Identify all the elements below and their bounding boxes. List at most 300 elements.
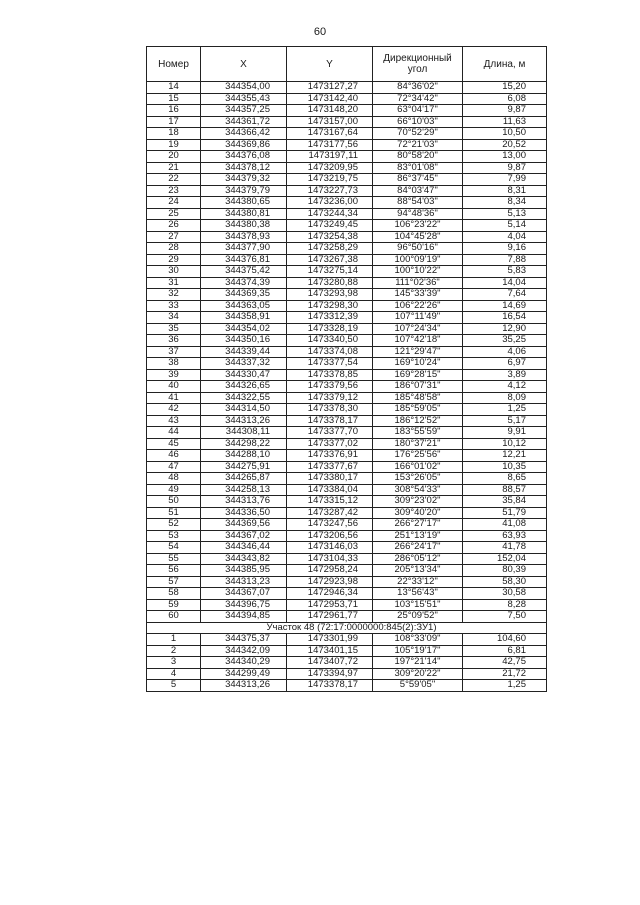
table-row	[147, 634, 547, 646]
cell-number: 54	[147, 542, 201, 554]
cell-x: 344314,50	[201, 404, 287, 416]
cell-bearing: 88°54'03"	[373, 197, 463, 209]
cell-x: 344380,81	[201, 208, 287, 220]
cell-y: 1472953,71	[287, 599, 373, 611]
cell-bearing: 286°05'12"	[373, 553, 463, 565]
table-row	[147, 565, 547, 577]
cell-bearing: 94°48'36"	[373, 208, 463, 220]
table-row	[147, 611, 547, 623]
cell-x: 344367,07	[201, 588, 287, 600]
cell-number: 60	[147, 611, 201, 623]
cell-length: 7,64	[463, 289, 547, 301]
cell-length: 51,79	[463, 507, 547, 519]
cell-length: 8,34	[463, 197, 547, 209]
cell-x: 344357,25	[201, 105, 287, 117]
cell-length: 42,75	[463, 657, 547, 669]
cell-y: 1473293,98	[287, 289, 373, 301]
cell-number: 58	[147, 588, 201, 600]
cell-x: 344376,08	[201, 151, 287, 163]
cell-number: 48	[147, 473, 201, 485]
table-row	[147, 82, 547, 94]
cell-y: 1473376,91	[287, 450, 373, 462]
cell-bearing: 145°33'39"	[373, 289, 463, 301]
cell-bearing: 176°25'56"	[373, 450, 463, 462]
cell-x: 344298,22	[201, 438, 287, 450]
cell-bearing: 197°21'14"	[373, 657, 463, 669]
header-number: Номер	[147, 47, 201, 82]
cell-y: 1473394,97	[287, 668, 373, 680]
cell-bearing: 107°42'18"	[373, 335, 463, 347]
cell-bearing: 169°28'15"	[373, 369, 463, 381]
cell-number: 42	[147, 404, 201, 416]
cell-y: 1473209,95	[287, 162, 373, 174]
cell-y: 1473377,70	[287, 427, 373, 439]
cell-number: 37	[147, 346, 201, 358]
cell-bearing: 107°24'34"	[373, 323, 463, 335]
coordinates-table	[146, 46, 547, 692]
table-row	[147, 450, 547, 462]
cell-length: 10,50	[463, 128, 547, 140]
cell-number: 45	[147, 438, 201, 450]
cell-x: 344394,85	[201, 611, 287, 623]
cell-bearing: 266°27'17"	[373, 519, 463, 531]
cell-length: 1,25	[463, 404, 547, 416]
cell-x: 344379,32	[201, 174, 287, 186]
table-row	[147, 369, 547, 381]
cell-length: 14,04	[463, 277, 547, 289]
cell-bearing: 103°15'51"	[373, 599, 463, 611]
cell-number: 39	[147, 369, 201, 381]
cell-number: 34	[147, 312, 201, 324]
cell-y: 1473157,00	[287, 116, 373, 128]
cell-number: 53	[147, 530, 201, 542]
table-row	[147, 668, 547, 680]
cell-y: 1473312,39	[287, 312, 373, 324]
cell-length: 9,16	[463, 243, 547, 255]
cell-x: 344336,50	[201, 507, 287, 519]
table-body-main	[147, 82, 547, 623]
table-row	[147, 208, 547, 220]
cell-length: 6,08	[463, 93, 547, 105]
cell-y: 1473146,03	[287, 542, 373, 554]
cell-length: 11,63	[463, 116, 547, 128]
cell-length: 10,12	[463, 438, 547, 450]
table-row	[147, 484, 547, 496]
cell-number: 51	[147, 507, 201, 519]
cell-y: 1473249,45	[287, 220, 373, 232]
cell-length: 6,81	[463, 645, 547, 657]
table-row	[147, 312, 547, 324]
table-row	[147, 599, 547, 611]
section-row	[147, 622, 547, 634]
cell-x: 344380,65	[201, 197, 287, 209]
cell-bearing: 80°58'20"	[373, 151, 463, 163]
cell-length: 41,08	[463, 519, 547, 531]
cell-bearing: 169°10'24"	[373, 358, 463, 370]
cell-length: 12,90	[463, 323, 547, 335]
cell-length: 41,78	[463, 542, 547, 554]
table-row	[147, 415, 547, 427]
cell-x: 344343,82	[201, 553, 287, 565]
table-row	[147, 438, 547, 450]
table-row	[147, 473, 547, 485]
cell-number: 35	[147, 323, 201, 335]
header-y: Y	[287, 47, 373, 82]
cell-x: 344322,55	[201, 392, 287, 404]
cell-length: 5,17	[463, 415, 547, 427]
cell-length: 15,20	[463, 82, 547, 94]
cell-y: 1473379,12	[287, 392, 373, 404]
table-row	[147, 197, 547, 209]
cell-bearing: 180°37'21"	[373, 438, 463, 450]
table-body-section	[147, 634, 547, 692]
cell-y: 1473340,50	[287, 335, 373, 347]
cell-x: 344299,49	[201, 668, 287, 680]
cell-length: 14,69	[463, 300, 547, 312]
cell-length: 10,35	[463, 461, 547, 473]
cell-length: 7,50	[463, 611, 547, 623]
section-label: Участок 48 (72:17:0000000:845(2):ЗУ1)	[147, 622, 547, 634]
cell-y: 1473258,29	[287, 243, 373, 255]
table-row	[147, 105, 547, 117]
cell-number: 18	[147, 128, 201, 140]
table-section	[147, 622, 547, 634]
table-row	[147, 358, 547, 370]
cell-length: 13,00	[463, 151, 547, 163]
cell-x: 344354,00	[201, 82, 287, 94]
table-row	[147, 151, 547, 163]
cell-number: 19	[147, 139, 201, 151]
cell-x: 344361,72	[201, 116, 287, 128]
cell-number: 43	[147, 415, 201, 427]
cell-bearing: 185°48'58"	[373, 392, 463, 404]
cell-number: 29	[147, 254, 201, 266]
cell-number: 14	[147, 82, 201, 94]
cell-length: 21,72	[463, 668, 547, 680]
cell-number: 20	[147, 151, 201, 163]
cell-bearing: 63°04'17"	[373, 105, 463, 117]
cell-x: 344313,76	[201, 496, 287, 508]
cell-y: 1473301,99	[287, 634, 373, 646]
cell-y: 1473206,56	[287, 530, 373, 542]
table-row	[147, 645, 547, 657]
cell-y: 1473247,56	[287, 519, 373, 531]
cell-number: 26	[147, 220, 201, 232]
cell-bearing: 25°09'52"	[373, 611, 463, 623]
cell-bearing: 153°26'05"	[373, 473, 463, 485]
cell-number: 24	[147, 197, 201, 209]
cell-y: 1473401,15	[287, 645, 373, 657]
cell-number: 17	[147, 116, 201, 128]
cell-y: 1473380,17	[287, 473, 373, 485]
table-row	[147, 542, 547, 554]
table-row	[147, 243, 547, 255]
cell-number: 25	[147, 208, 201, 220]
cell-x: 344308,11	[201, 427, 287, 439]
cell-number: 23	[147, 185, 201, 197]
cell-x: 344366,42	[201, 128, 287, 140]
table-row	[147, 346, 547, 358]
cell-y: 1473177,56	[287, 139, 373, 151]
cell-bearing: 100°10'22"	[373, 266, 463, 278]
table-row	[147, 254, 547, 266]
cell-length: 80,39	[463, 565, 547, 577]
cell-y: 1473379,56	[287, 381, 373, 393]
table-row	[147, 185, 547, 197]
cell-x: 344385,95	[201, 565, 287, 577]
cell-number: 50	[147, 496, 201, 508]
cell-bearing: 166°01'02"	[373, 461, 463, 473]
cell-x: 344396,75	[201, 599, 287, 611]
cell-y: 1473407,72	[287, 657, 373, 669]
cell-y: 1473167,64	[287, 128, 373, 140]
table-row	[147, 553, 547, 565]
table-row	[147, 93, 547, 105]
cell-number: 44	[147, 427, 201, 439]
table-row	[147, 231, 547, 243]
cell-y: 1473142,40	[287, 93, 373, 105]
cell-bearing: 107°11'49"	[373, 312, 463, 324]
cell-x: 344379,79	[201, 185, 287, 197]
cell-x: 344367,02	[201, 530, 287, 542]
cell-number: 33	[147, 300, 201, 312]
header-bearing: Дирекционный угол	[373, 47, 463, 82]
cell-length: 4,12	[463, 381, 547, 393]
cell-number: 3	[147, 657, 201, 669]
cell-x: 344342,09	[201, 645, 287, 657]
cell-x: 344376,81	[201, 254, 287, 266]
header-length: Длина, м	[463, 47, 547, 82]
cell-length: 4,06	[463, 346, 547, 358]
cell-number: 41	[147, 392, 201, 404]
cell-x: 344363,05	[201, 300, 287, 312]
cell-length: 104,60	[463, 634, 547, 646]
cell-y: 1473298,30	[287, 300, 373, 312]
cell-y: 1473315,12	[287, 496, 373, 508]
cell-number: 1	[147, 634, 201, 646]
cell-y: 1473127,27	[287, 82, 373, 94]
cell-bearing: 309°23'02"	[373, 496, 463, 508]
cell-bearing: 121°29'47"	[373, 346, 463, 358]
cell-y: 1473378,85	[287, 369, 373, 381]
table-row	[147, 220, 547, 232]
cell-x: 344358,91	[201, 312, 287, 324]
cell-number: 57	[147, 576, 201, 588]
cell-length: 63,93	[463, 530, 547, 542]
cell-length: 16,54	[463, 312, 547, 324]
cell-x: 344326,65	[201, 381, 287, 393]
cell-x: 344340,29	[201, 657, 287, 669]
table-row	[147, 680, 547, 692]
table-row	[147, 381, 547, 393]
cell-y: 1472961,77	[287, 611, 373, 623]
cell-number: 49	[147, 484, 201, 496]
table-row	[147, 128, 547, 140]
cell-length: 152,04	[463, 553, 547, 565]
cell-x: 344378,93	[201, 231, 287, 243]
cell-y: 1473378,17	[287, 415, 373, 427]
cell-bearing: 106°22'26"	[373, 300, 463, 312]
cell-bearing: 251°13'19"	[373, 530, 463, 542]
cell-y: 1473236,00	[287, 197, 373, 209]
cell-length: 9,87	[463, 105, 547, 117]
cell-length: 9,87	[463, 162, 547, 174]
cell-bearing: 66°10'03"	[373, 116, 463, 128]
table-row	[147, 496, 547, 508]
cell-bearing: 104°45'28"	[373, 231, 463, 243]
cell-y: 1473287,42	[287, 507, 373, 519]
table-row	[147, 392, 547, 404]
cell-number: 40	[147, 381, 201, 393]
cell-y: 1473254,38	[287, 231, 373, 243]
cell-bearing: 70°52'29"	[373, 128, 463, 140]
cell-number: 36	[147, 335, 201, 347]
cell-bearing: 72°21'03"	[373, 139, 463, 151]
cell-number: 32	[147, 289, 201, 301]
cell-x: 344380,38	[201, 220, 287, 232]
cell-length: 9,91	[463, 427, 547, 439]
cell-y: 1473374,08	[287, 346, 373, 358]
cell-bearing: 111°02'36"	[373, 277, 463, 289]
table-row	[147, 323, 547, 335]
table-row	[147, 404, 547, 416]
cell-y: 1473275,14	[287, 266, 373, 278]
cell-length: 3,89	[463, 369, 547, 381]
cell-y: 1473197,11	[287, 151, 373, 163]
cell-bearing: 183°55'59"	[373, 427, 463, 439]
cell-number: 56	[147, 565, 201, 577]
cell-bearing: 186°12'52"	[373, 415, 463, 427]
cell-number: 5	[147, 680, 201, 692]
cell-number: 59	[147, 599, 201, 611]
cell-x: 344377,90	[201, 243, 287, 255]
cell-number: 38	[147, 358, 201, 370]
cell-y: 1473280,88	[287, 277, 373, 289]
cell-x: 344339,44	[201, 346, 287, 358]
cell-length: 6,97	[463, 358, 547, 370]
cell-y: 1473384,04	[287, 484, 373, 496]
table-row	[147, 588, 547, 600]
cell-x: 344346,44	[201, 542, 287, 554]
cell-length: 8,28	[463, 599, 547, 611]
cell-y: 1473148,20	[287, 105, 373, 117]
table-row	[147, 461, 547, 473]
cell-y: 1473267,38	[287, 254, 373, 266]
cell-bearing: 108°33'09"	[373, 634, 463, 646]
cell-length: 8,65	[463, 473, 547, 485]
cell-bearing: 106°23'22"	[373, 220, 463, 232]
cell-length: 1,25	[463, 680, 547, 692]
cell-bearing: 5°59'05"	[373, 680, 463, 692]
cell-bearing: 84°03'47"	[373, 185, 463, 197]
cell-number: 55	[147, 553, 201, 565]
cell-length: 35,84	[463, 496, 547, 508]
cell-number: 52	[147, 519, 201, 531]
cell-length: 8,09	[463, 392, 547, 404]
cell-bearing: 309°20'22"	[373, 668, 463, 680]
cell-x: 344313,23	[201, 576, 287, 588]
cell-number: 22	[147, 174, 201, 186]
cell-x: 344369,56	[201, 519, 287, 531]
cell-length: 20,52	[463, 139, 547, 151]
cell-number: 27	[147, 231, 201, 243]
cell-y: 1472923,98	[287, 576, 373, 588]
cell-bearing: 86°37'45"	[373, 174, 463, 186]
cell-number: 4	[147, 668, 201, 680]
cell-length: 88,57	[463, 484, 547, 496]
cell-length: 58,30	[463, 576, 547, 588]
cell-length: 8,31	[463, 185, 547, 197]
cell-x: 344375,37	[201, 634, 287, 646]
table-row	[147, 266, 547, 278]
cell-x: 344350,16	[201, 335, 287, 347]
cell-x: 344375,42	[201, 266, 287, 278]
cell-number: 30	[147, 266, 201, 278]
page-number: 60	[313, 26, 327, 38]
table-row	[147, 657, 547, 669]
cell-number: 15	[147, 93, 201, 105]
cell-bearing: 105°19'17"	[373, 645, 463, 657]
table-row	[147, 519, 547, 531]
cell-y: 1473328,19	[287, 323, 373, 335]
cell-length: 7,99	[463, 174, 547, 186]
cell-bearing: 96°50'16"	[373, 243, 463, 255]
cell-bearing: 100°09'19"	[373, 254, 463, 266]
cell-y: 1472958,24	[287, 565, 373, 577]
cell-x: 344258,13	[201, 484, 287, 496]
cell-x: 344374,39	[201, 277, 287, 289]
cell-y: 1473227,73	[287, 185, 373, 197]
cell-bearing: 72°34'42"	[373, 93, 463, 105]
table-row	[147, 277, 547, 289]
cell-y: 1473377,02	[287, 438, 373, 450]
table-header-row	[147, 47, 547, 82]
cell-number: 28	[147, 243, 201, 255]
cell-length: 12,21	[463, 450, 547, 462]
cell-y: 1472946,34	[287, 588, 373, 600]
cell-length: 7,88	[463, 254, 547, 266]
cell-bearing: 13°56'43"	[373, 588, 463, 600]
cell-y: 1473378,17	[287, 680, 373, 692]
cell-x: 344369,86	[201, 139, 287, 151]
cell-x: 344275,91	[201, 461, 287, 473]
table-row	[147, 116, 547, 128]
cell-number: 2	[147, 645, 201, 657]
cell-bearing: 22°33'12"	[373, 576, 463, 588]
cell-y: 1473378,30	[287, 404, 373, 416]
table-row	[147, 300, 547, 312]
table-row	[147, 335, 547, 347]
cell-bearing: 309°40'20"	[373, 507, 463, 519]
cell-length: 5,13	[463, 208, 547, 220]
header-x: X	[201, 47, 287, 82]
cell-x: 344337,32	[201, 358, 287, 370]
cell-y: 1473377,67	[287, 461, 373, 473]
cell-x: 344330,47	[201, 369, 287, 381]
cell-x: 344265,87	[201, 473, 287, 485]
cell-bearing: 84°36'02"	[373, 82, 463, 94]
cell-x: 344355,43	[201, 93, 287, 105]
table-row	[147, 427, 547, 439]
cell-x: 344378,12	[201, 162, 287, 174]
cell-number: 47	[147, 461, 201, 473]
cell-x: 344369,35	[201, 289, 287, 301]
cell-number: 46	[147, 450, 201, 462]
cell-length: 4,04	[463, 231, 547, 243]
table-row	[147, 174, 547, 186]
cell-y: 1473219,75	[287, 174, 373, 186]
cell-length: 30,58	[463, 588, 547, 600]
